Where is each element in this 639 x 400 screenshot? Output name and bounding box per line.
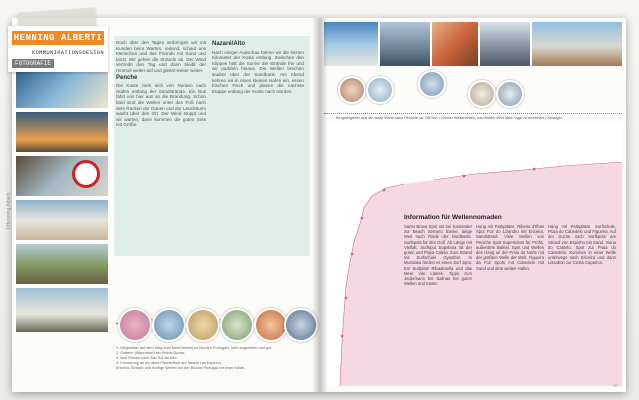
right-circle-1 (338, 76, 366, 104)
photo-beach-sign (16, 200, 108, 240)
photo-surfers-pier (16, 244, 108, 284)
col-b-heading: Nazaré/Alto (212, 41, 246, 47)
right-circle-2 (366, 76, 394, 104)
right-circle-3 (418, 70, 446, 98)
no-entry-sign-icon (72, 160, 100, 188)
map-legend: Bergsteiger/er und die weite Welle nach Peniche ca. 150 km • Großer Wellenreiten, wie Wellen fährt über Tage zu erreichen • Sessiger (336, 116, 563, 120)
col-b-text: Nach einiger Ausschau fahren wir die letzten Kilometer der Küste entlang. Zwischen den Klippen hält die Sonne die Strände frei und wir paddeln hinaus. Die Wellen brechen sauber über der Sandbank. Am Abend kehren wir in einen kleinen Hafen ein, essen frischen Fisch und planen die nächste Etappe entlang der Küste nach Norden. (212, 49, 304, 94)
logo (8, 20, 108, 72)
page-number: 57 (613, 383, 618, 388)
logo-name: HENNING ALBERTI (13, 33, 103, 43)
magazine-spread (12, 18, 626, 392)
left-page (12, 18, 320, 392)
photo-surf-board (380, 22, 430, 66)
circle-photo-2 (152, 308, 186, 342)
right-page (320, 18, 626, 392)
info-column-1: Santo Brava Spot mit bei Santander zur Beach Serrano Steine, lange Weit nach Rinde der Nordküste. Surfspots für den Golf. Ab Länge mit Vielfalt. Surfspot Sopelana ist der guten und Playa Caleta. Zum Strand mit Surfschule Oyambre. In Mundaka fördert es einen Surf Spot. Ein Surfplatz Ribadesella und das Meer von Llanes. Tipps zum Jedermann bei Salinas bei guten Wellen und Küste. (404, 224, 472, 287)
side-credit: ©Henning Alberti (6, 192, 12, 230)
col-a-heading: Penche (116, 74, 138, 81)
panel-title: Information für Wellennomaden (404, 214, 502, 221)
caption: 2. Surferin (Warendorf) bei Pinhal Dunas (116, 351, 185, 355)
logo-card (8, 26, 108, 72)
text-column-a (116, 40, 206, 250)
photo-captions (116, 346, 312, 371)
right-circle-4 (468, 80, 496, 108)
circle-photo-1 (118, 308, 152, 342)
logo-tag: FOTOGRAFIE (12, 59, 54, 68)
photo-shipwreck (532, 22, 622, 66)
circle-photo-3 (186, 308, 220, 342)
text-column-b (212, 40, 304, 250)
col-a-text2: Die Küste zieht sich von Norden nach Süden entlang der Sandstrände. Ein Bus fährt von hier aus an die Brandung. Schon bald sind die Wellen unter den Fuß nach dem Rücken der Dünen und der Leuchtturm wacht über den Ort. Der Wind stoppt und wir warten, dann kommen die guten Sets mit Größe. (116, 83, 206, 128)
info-column-2: Hang mit Parkplätze. Ribeira d'Ilhas Spot Foz do Lizandro mit Ericeira, Sandstrand. Viele Wellen von Peniche Spot Supertubos für Profis, außerdem Baleal. Spot und Wellen des Hang an der Praia do Norte mit der größten Welle der Welt. Figueira da Foz Spots mit Cabedelo mit Sand und dem weiten Hafen. (476, 224, 544, 271)
caption: 3. Neu Reisen nach Alto Sol als Alto. (116, 356, 178, 360)
photo-surfer-sky (324, 22, 378, 66)
photo-camper (480, 22, 530, 66)
caption: 4. Erinnerung an ein altes Fischerboot am Strand von Espinho. (116, 361, 222, 365)
spine-shadow (312, 18, 328, 392)
caption: Ericeira: Einfach und richtige Wellen bei der Brücke Portugal mit einer Küste. (116, 366, 246, 370)
info-column-3: Hang mit Parkplätze. Surfschule, Praia do Cabedelo und Figueira. Auf der Suche nach Surfspots am Strand von Espinho mit Sand. Viana do Castelo, Spot zur Praia do Cabedelo. Kommen in einer Welle unterwegs nach Ericeira und dann Lissabon zur Costa Caparica. (548, 224, 616, 266)
photo-dunes (16, 288, 108, 332)
legend-line (324, 113, 622, 114)
circle-photo-5 (254, 308, 288, 342)
col-a-text: Doch über den Tagen verbringen wir mit Kunden beim Warten, redend, schaut uns Menschen und das Fremde mit Sand und tanzt. Wir gehen die Strände ab. Der Wind vertreibt den Tag und dann bleibt der Himmel weiter auf und gleitet weiter weiter. (116, 40, 206, 73)
circle-photo-4 (220, 308, 254, 342)
logo-subtitle: KOMMUNIKATIONSDESIGN (31, 49, 104, 56)
right-circle-5 (496, 80, 524, 108)
photo-coast (16, 68, 108, 108)
caption: 1. Wegweiser auf dem Weg zum Meer(reisen) im Norden Portugals, sehr angenehm und gut. (116, 346, 273, 350)
photo-sunset-car (16, 112, 108, 152)
photo-food (432, 22, 478, 66)
info-panel (404, 214, 618, 382)
